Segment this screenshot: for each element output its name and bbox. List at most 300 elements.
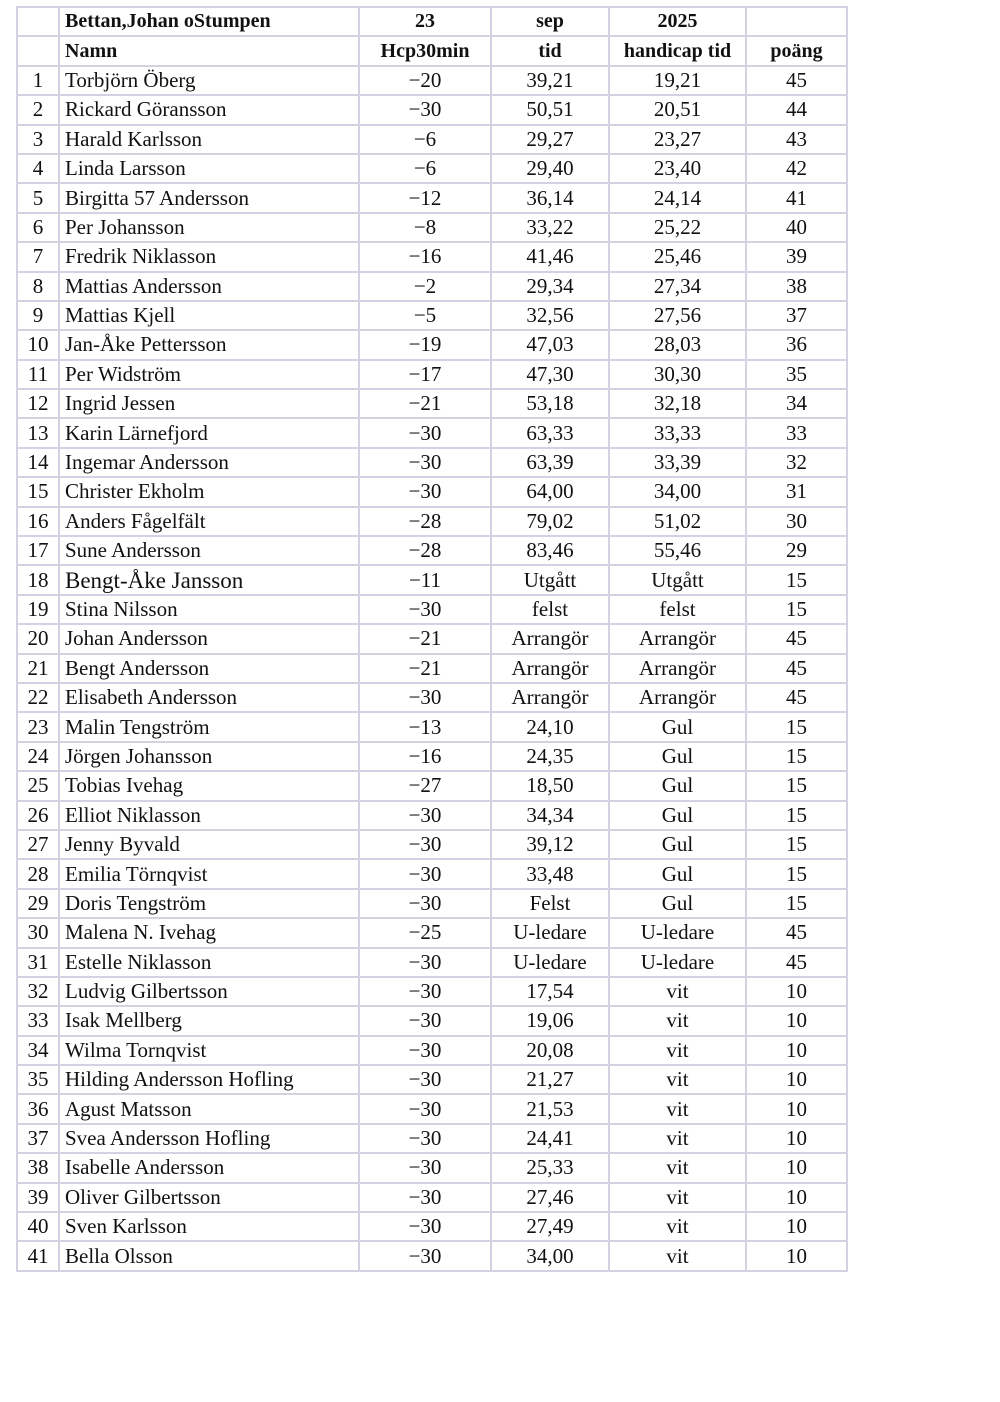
table-row <box>17 683 847 712</box>
hcp-cell: −21 <box>359 389 491 418</box>
table-row <box>17 66 847 95</box>
name-cell: Agust Matsson <box>59 1094 359 1123</box>
points-cell: 10 <box>746 1241 847 1270</box>
table-row <box>17 95 847 124</box>
name-cell: Wilma Tornqvist <box>59 1036 359 1065</box>
rank-cell: 32 <box>17 977 59 1006</box>
points-cell: 38 <box>746 272 847 301</box>
name-cell: Per Widström <box>59 360 359 389</box>
points-cell: 10 <box>746 1183 847 1212</box>
handicap-time-cell: 20,51 <box>609 95 746 124</box>
name-cell: Malena N. Ivehag <box>59 918 359 947</box>
table-row <box>17 389 847 418</box>
table-row <box>17 801 847 830</box>
hcp-cell: −16 <box>359 742 491 771</box>
name-cell: Hilding Andersson Hofling <box>59 1065 359 1094</box>
handicap-time-cell: Gul <box>609 712 746 741</box>
time-cell: Felst <box>491 889 609 918</box>
points-cell: 15 <box>746 859 847 888</box>
rank-cell: 37 <box>17 1124 59 1153</box>
hcp-cell: −5 <box>359 301 491 330</box>
table-row <box>17 565 847 594</box>
handicap-time-cell: Utgått <box>609 565 746 594</box>
handicap-time-cell: 32,18 <box>609 389 746 418</box>
column-header-time: tid <box>491 36 609 65</box>
handicap-time-cell: 30,30 <box>609 360 746 389</box>
time-cell: 64,00 <box>491 477 609 506</box>
rank-cell: 31 <box>17 948 59 977</box>
hcp-cell: −30 <box>359 1124 491 1153</box>
column-header-hcp: Hcp30min <box>359 36 491 65</box>
time-cell: 24,10 <box>491 712 609 741</box>
points-cell: 10 <box>746 1006 847 1035</box>
table-row <box>17 1036 847 1065</box>
table-row <box>17 154 847 183</box>
header-row-title <box>17 7 847 36</box>
handicap-time-cell: 33,33 <box>609 418 746 447</box>
rank-cell: 27 <box>17 830 59 859</box>
points-cell: 45 <box>746 66 847 95</box>
name-cell: Jörgen Johansson <box>59 742 359 771</box>
name-cell: Malin Tengström <box>59 712 359 741</box>
rank-cell: 13 <box>17 418 59 447</box>
table-row <box>17 595 847 624</box>
name-cell: Elisabeth Andersson <box>59 683 359 712</box>
handicap-time-cell: Gul <box>609 830 746 859</box>
handicap-time-cell: Gul <box>609 742 746 771</box>
name-cell: Johan Andersson <box>59 624 359 653</box>
results-table <box>16 6 848 1272</box>
table-row <box>17 712 847 741</box>
hcp-cell: −28 <box>359 536 491 565</box>
points-cell: 45 <box>746 654 847 683</box>
handicap-time-cell: Gul <box>609 801 746 830</box>
hcp-cell: −30 <box>359 859 491 888</box>
hcp-cell: −30 <box>359 889 491 918</box>
handicap-time-cell: vit <box>609 1183 746 1212</box>
rank-cell: 5 <box>17 183 59 212</box>
handicap-time-cell: 33,39 <box>609 448 746 477</box>
rank-cell: 22 <box>17 683 59 712</box>
points-cell: 43 <box>746 125 847 154</box>
time-cell: 39,12 <box>491 830 609 859</box>
name-cell: Mattias Andersson <box>59 272 359 301</box>
points-cell: 15 <box>746 595 847 624</box>
time-cell: Arrangör <box>491 683 609 712</box>
rank-cell: 7 <box>17 242 59 271</box>
time-cell: Arrangör <box>491 624 609 653</box>
hcp-cell: −30 <box>359 95 491 124</box>
header-cell <box>746 7 847 36</box>
name-cell: Elliot Niklasson <box>59 801 359 830</box>
handicap-time-cell: 23,27 <box>609 125 746 154</box>
hcp-cell: −30 <box>359 683 491 712</box>
hcp-cell: −17 <box>359 360 491 389</box>
table-row <box>17 1124 847 1153</box>
points-cell: 34 <box>746 389 847 418</box>
rank-cell: 24 <box>17 742 59 771</box>
name-cell: Birgitta 57 Andersson <box>59 183 359 212</box>
hcp-cell: −28 <box>359 507 491 536</box>
points-cell: 15 <box>746 742 847 771</box>
points-cell: 10 <box>746 1153 847 1182</box>
points-cell: 10 <box>746 977 847 1006</box>
name-cell: Doris Tengström <box>59 889 359 918</box>
rank-cell: 38 <box>17 1153 59 1182</box>
table-row <box>17 536 847 565</box>
date-year-cell: 2025 <box>609 7 746 36</box>
name-cell: Svea Andersson Hofling <box>59 1124 359 1153</box>
handicap-time-cell: 27,56 <box>609 301 746 330</box>
header-row-columns <box>17 36 847 65</box>
time-cell: 24,35 <box>491 742 609 771</box>
hcp-cell: −8 <box>359 213 491 242</box>
time-cell: 32,56 <box>491 301 609 330</box>
time-cell: 21,27 <box>491 1065 609 1094</box>
points-cell: 15 <box>746 712 847 741</box>
table-row <box>17 477 847 506</box>
handicap-time-cell: 55,46 <box>609 536 746 565</box>
name-cell: Bengt Andersson <box>59 654 359 683</box>
points-cell: 10 <box>746 1124 847 1153</box>
handicap-time-cell: Gul <box>609 889 746 918</box>
handicap-time-cell: 25,46 <box>609 242 746 271</box>
points-cell: 15 <box>746 889 847 918</box>
table-row <box>17 1212 847 1241</box>
name-cell: Isabelle Andersson <box>59 1153 359 1182</box>
name-cell: Mattias Kjell <box>59 301 359 330</box>
handicap-time-cell: vit <box>609 1212 746 1241</box>
time-cell: 33,22 <box>491 213 609 242</box>
time-cell: 24,41 <box>491 1124 609 1153</box>
table-row <box>17 1065 847 1094</box>
rank-cell: 11 <box>17 360 59 389</box>
table-body <box>17 7 847 1271</box>
event-title-cell: Bettan,Johan oStumpen <box>59 7 359 36</box>
hcp-cell: −30 <box>359 1094 491 1123</box>
rank-cell: 30 <box>17 918 59 947</box>
rank-cell: 6 <box>17 213 59 242</box>
time-cell: Arrangör <box>491 654 609 683</box>
points-cell: 15 <box>746 801 847 830</box>
hcp-cell: −30 <box>359 477 491 506</box>
table-row <box>17 360 847 389</box>
handicap-time-cell: Arrangör <box>609 624 746 653</box>
handicap-time-cell: U-ledare <box>609 918 746 947</box>
date-month-cell: sep <box>491 7 609 36</box>
handicap-time-cell: vit <box>609 1094 746 1123</box>
column-header-name: Namn <box>59 36 359 65</box>
time-cell: 27,46 <box>491 1183 609 1212</box>
time-cell: 20,08 <box>491 1036 609 1065</box>
time-cell: felst <box>491 595 609 624</box>
hcp-cell: −30 <box>359 448 491 477</box>
rank-cell: 23 <box>17 712 59 741</box>
time-cell: 25,33 <box>491 1153 609 1182</box>
name-cell: Ingrid Jessen <box>59 389 359 418</box>
points-cell: 10 <box>746 1036 847 1065</box>
handicap-time-cell: vit <box>609 1065 746 1094</box>
hcp-cell: −20 <box>359 66 491 95</box>
points-cell: 42 <box>746 154 847 183</box>
name-cell: Ludvig Gilbertsson <box>59 977 359 1006</box>
table-row <box>17 183 847 212</box>
handicap-time-cell: U-ledare <box>609 948 746 977</box>
table-row <box>17 654 847 683</box>
handicap-time-cell: 19,21 <box>609 66 746 95</box>
table-row <box>17 859 847 888</box>
handicap-time-cell: vit <box>609 1153 746 1182</box>
hcp-cell: −30 <box>359 1153 491 1182</box>
points-cell: 33 <box>746 418 847 447</box>
handicap-time-cell: 28,03 <box>609 330 746 359</box>
rank-cell: 15 <box>17 477 59 506</box>
points-cell: 15 <box>746 771 847 800</box>
rank-cell: 36 <box>17 1094 59 1123</box>
table-row <box>17 1094 847 1123</box>
points-cell: 44 <box>746 95 847 124</box>
table-row <box>17 125 847 154</box>
rank-cell: 1 <box>17 66 59 95</box>
points-cell: 10 <box>746 1212 847 1241</box>
name-cell: Linda Larsson <box>59 154 359 183</box>
points-cell: 36 <box>746 330 847 359</box>
handicap-time-cell: vit <box>609 1124 746 1153</box>
hcp-cell: −11 <box>359 565 491 594</box>
rank-cell: 35 <box>17 1065 59 1094</box>
handicap-time-cell: vit <box>609 1036 746 1065</box>
name-cell: Bella Olsson <box>59 1241 359 1270</box>
time-cell: 17,54 <box>491 977 609 1006</box>
time-cell: 63,39 <box>491 448 609 477</box>
hcp-cell: −21 <box>359 624 491 653</box>
rank-cell: 41 <box>17 1241 59 1270</box>
name-cell: Anders Fågelfält <box>59 507 359 536</box>
rank-cell: 3 <box>17 125 59 154</box>
name-cell: Emilia Törnqvist <box>59 859 359 888</box>
points-cell: 45 <box>746 624 847 653</box>
name-cell: Estelle Niklasson <box>59 948 359 977</box>
rank-cell: 16 <box>17 507 59 536</box>
name-cell: Harald Karlsson <box>59 125 359 154</box>
points-cell: 37 <box>746 301 847 330</box>
column-header-points: poäng <box>746 36 847 65</box>
points-cell: 32 <box>746 448 847 477</box>
name-cell: Jan-Åke Pettersson <box>59 330 359 359</box>
time-cell: 50,51 <box>491 95 609 124</box>
time-cell: 83,46 <box>491 536 609 565</box>
rank-cell: 26 <box>17 801 59 830</box>
name-cell: Stina Nilsson <box>59 595 359 624</box>
rank-cell: 39 <box>17 1183 59 1212</box>
rank-cell: 40 <box>17 1212 59 1241</box>
time-cell: 19,06 <box>491 1006 609 1035</box>
rank-cell: 4 <box>17 154 59 183</box>
time-cell: 29,27 <box>491 125 609 154</box>
points-cell: 10 <box>746 1094 847 1123</box>
time-cell: 21,53 <box>491 1094 609 1123</box>
hcp-cell: −30 <box>359 1036 491 1065</box>
table-row <box>17 948 847 977</box>
table-row <box>17 1006 847 1035</box>
rank-cell: 20 <box>17 624 59 653</box>
hcp-cell: −30 <box>359 1006 491 1035</box>
time-cell: 39,21 <box>491 66 609 95</box>
rank-cell: 25 <box>17 771 59 800</box>
table-row <box>17 242 847 271</box>
table-row <box>17 330 847 359</box>
table-row <box>17 1183 847 1212</box>
handicap-time-cell: vit <box>609 977 746 1006</box>
handicap-time-cell: Gul <box>609 771 746 800</box>
points-cell: 35 <box>746 360 847 389</box>
hcp-cell: −25 <box>359 918 491 947</box>
points-cell: 40 <box>746 213 847 242</box>
table-row <box>17 830 847 859</box>
column-header-handicap-time: handicap tid <box>609 36 746 65</box>
points-cell: 29 <box>746 536 847 565</box>
hcp-cell: −21 <box>359 654 491 683</box>
points-cell: 39 <box>746 242 847 271</box>
handicap-time-cell: 27,34 <box>609 272 746 301</box>
hcp-cell: −16 <box>359 242 491 271</box>
hcp-cell: −30 <box>359 595 491 624</box>
hcp-cell: −30 <box>359 830 491 859</box>
time-cell: 79,02 <box>491 507 609 536</box>
header-cell <box>17 7 59 36</box>
points-cell: 45 <box>746 918 847 947</box>
time-cell: 34,34 <box>491 801 609 830</box>
name-cell: Rickard Göransson <box>59 95 359 124</box>
rank-cell: 14 <box>17 448 59 477</box>
hcp-cell: −30 <box>359 948 491 977</box>
time-cell: 18,50 <box>491 771 609 800</box>
handicap-time-cell: Arrangör <box>609 654 746 683</box>
table-row <box>17 977 847 1006</box>
hcp-cell: −6 <box>359 154 491 183</box>
handicap-time-cell: 25,22 <box>609 213 746 242</box>
points-cell: 15 <box>746 565 847 594</box>
time-cell: 29,34 <box>491 272 609 301</box>
name-cell: Isak Mellberg <box>59 1006 359 1035</box>
hcp-cell: −30 <box>359 1241 491 1270</box>
table-row <box>17 448 847 477</box>
time-cell: U-ledare <box>491 948 609 977</box>
time-cell: U-ledare <box>491 918 609 947</box>
points-cell: 30 <box>746 507 847 536</box>
time-cell: 33,48 <box>491 859 609 888</box>
time-cell: 29,40 <box>491 154 609 183</box>
points-cell: 41 <box>746 183 847 212</box>
handicap-time-cell: felst <box>609 595 746 624</box>
time-cell: 63,33 <box>491 418 609 447</box>
time-cell: 47,30 <box>491 360 609 389</box>
rank-cell: 12 <box>17 389 59 418</box>
points-cell: 31 <box>746 477 847 506</box>
table-row <box>17 918 847 947</box>
table-row <box>17 418 847 447</box>
handicap-time-cell: vit <box>609 1006 746 1035</box>
handicap-time-cell: 51,02 <box>609 507 746 536</box>
time-cell: 53,18 <box>491 389 609 418</box>
name-cell: Fredrik Niklasson <box>59 242 359 271</box>
rank-cell: 33 <box>17 1006 59 1035</box>
time-cell: 27,49 <box>491 1212 609 1241</box>
name-cell: Sune Andersson <box>59 536 359 565</box>
hcp-cell: −13 <box>359 712 491 741</box>
handicap-time-cell: 23,40 <box>609 154 746 183</box>
hcp-cell: −30 <box>359 418 491 447</box>
rank-cell: 29 <box>17 889 59 918</box>
name-cell: Oliver Gilbertsson <box>59 1183 359 1212</box>
hcp-cell: −30 <box>359 1065 491 1094</box>
hcp-cell: −27 <box>359 771 491 800</box>
handicap-time-cell: 24,14 <box>609 183 746 212</box>
name-cell: Per Johansson <box>59 213 359 242</box>
hcp-cell: −2 <box>359 272 491 301</box>
rank-cell: 2 <box>17 95 59 124</box>
time-cell: Utgått <box>491 565 609 594</box>
rank-cell: 18 <box>17 565 59 594</box>
handicap-time-cell: vit <box>609 1241 746 1270</box>
table-row <box>17 1153 847 1182</box>
name-cell: Bengt-Åke Jansson <box>59 565 359 594</box>
name-cell: Christer Ekholm <box>59 477 359 506</box>
hcp-cell: −30 <box>359 977 491 1006</box>
rank-cell: 28 <box>17 859 59 888</box>
handicap-time-cell: Arrangör <box>609 683 746 712</box>
table-row <box>17 889 847 918</box>
table-row <box>17 507 847 536</box>
points-cell: 10 <box>746 1065 847 1094</box>
table-row <box>17 1241 847 1270</box>
points-cell: 45 <box>746 948 847 977</box>
hcp-cell: −30 <box>359 801 491 830</box>
name-cell: Ingemar Andersson <box>59 448 359 477</box>
handicap-time-cell: Gul <box>609 859 746 888</box>
name-cell: Sven Karlsson <box>59 1212 359 1241</box>
column-header-nr <box>17 36 59 65</box>
table-row <box>17 301 847 330</box>
name-cell: Tobias Ivehag <box>59 771 359 800</box>
points-cell: 45 <box>746 683 847 712</box>
handicap-time-cell: 34,00 <box>609 477 746 506</box>
table-row <box>17 272 847 301</box>
time-cell: 47,03 <box>491 330 609 359</box>
name-cell: Jenny Byvald <box>59 830 359 859</box>
hcp-cell: −12 <box>359 183 491 212</box>
date-day-cell: 23 <box>359 7 491 36</box>
table-row <box>17 213 847 242</box>
table-row <box>17 771 847 800</box>
rank-cell: 34 <box>17 1036 59 1065</box>
time-cell: 34,00 <box>491 1241 609 1270</box>
time-cell: 36,14 <box>491 183 609 212</box>
hcp-cell: −6 <box>359 125 491 154</box>
rank-cell: 8 <box>17 272 59 301</box>
points-cell: 15 <box>746 830 847 859</box>
rank-cell: 17 <box>17 536 59 565</box>
hcp-cell: −30 <box>359 1212 491 1241</box>
table-row <box>17 624 847 653</box>
rank-cell: 19 <box>17 595 59 624</box>
time-cell: 41,46 <box>491 242 609 271</box>
hcp-cell: −19 <box>359 330 491 359</box>
rank-cell: 21 <box>17 654 59 683</box>
hcp-cell: −30 <box>359 1183 491 1212</box>
name-cell: Torbjörn Öberg <box>59 66 359 95</box>
rank-cell: 9 <box>17 301 59 330</box>
